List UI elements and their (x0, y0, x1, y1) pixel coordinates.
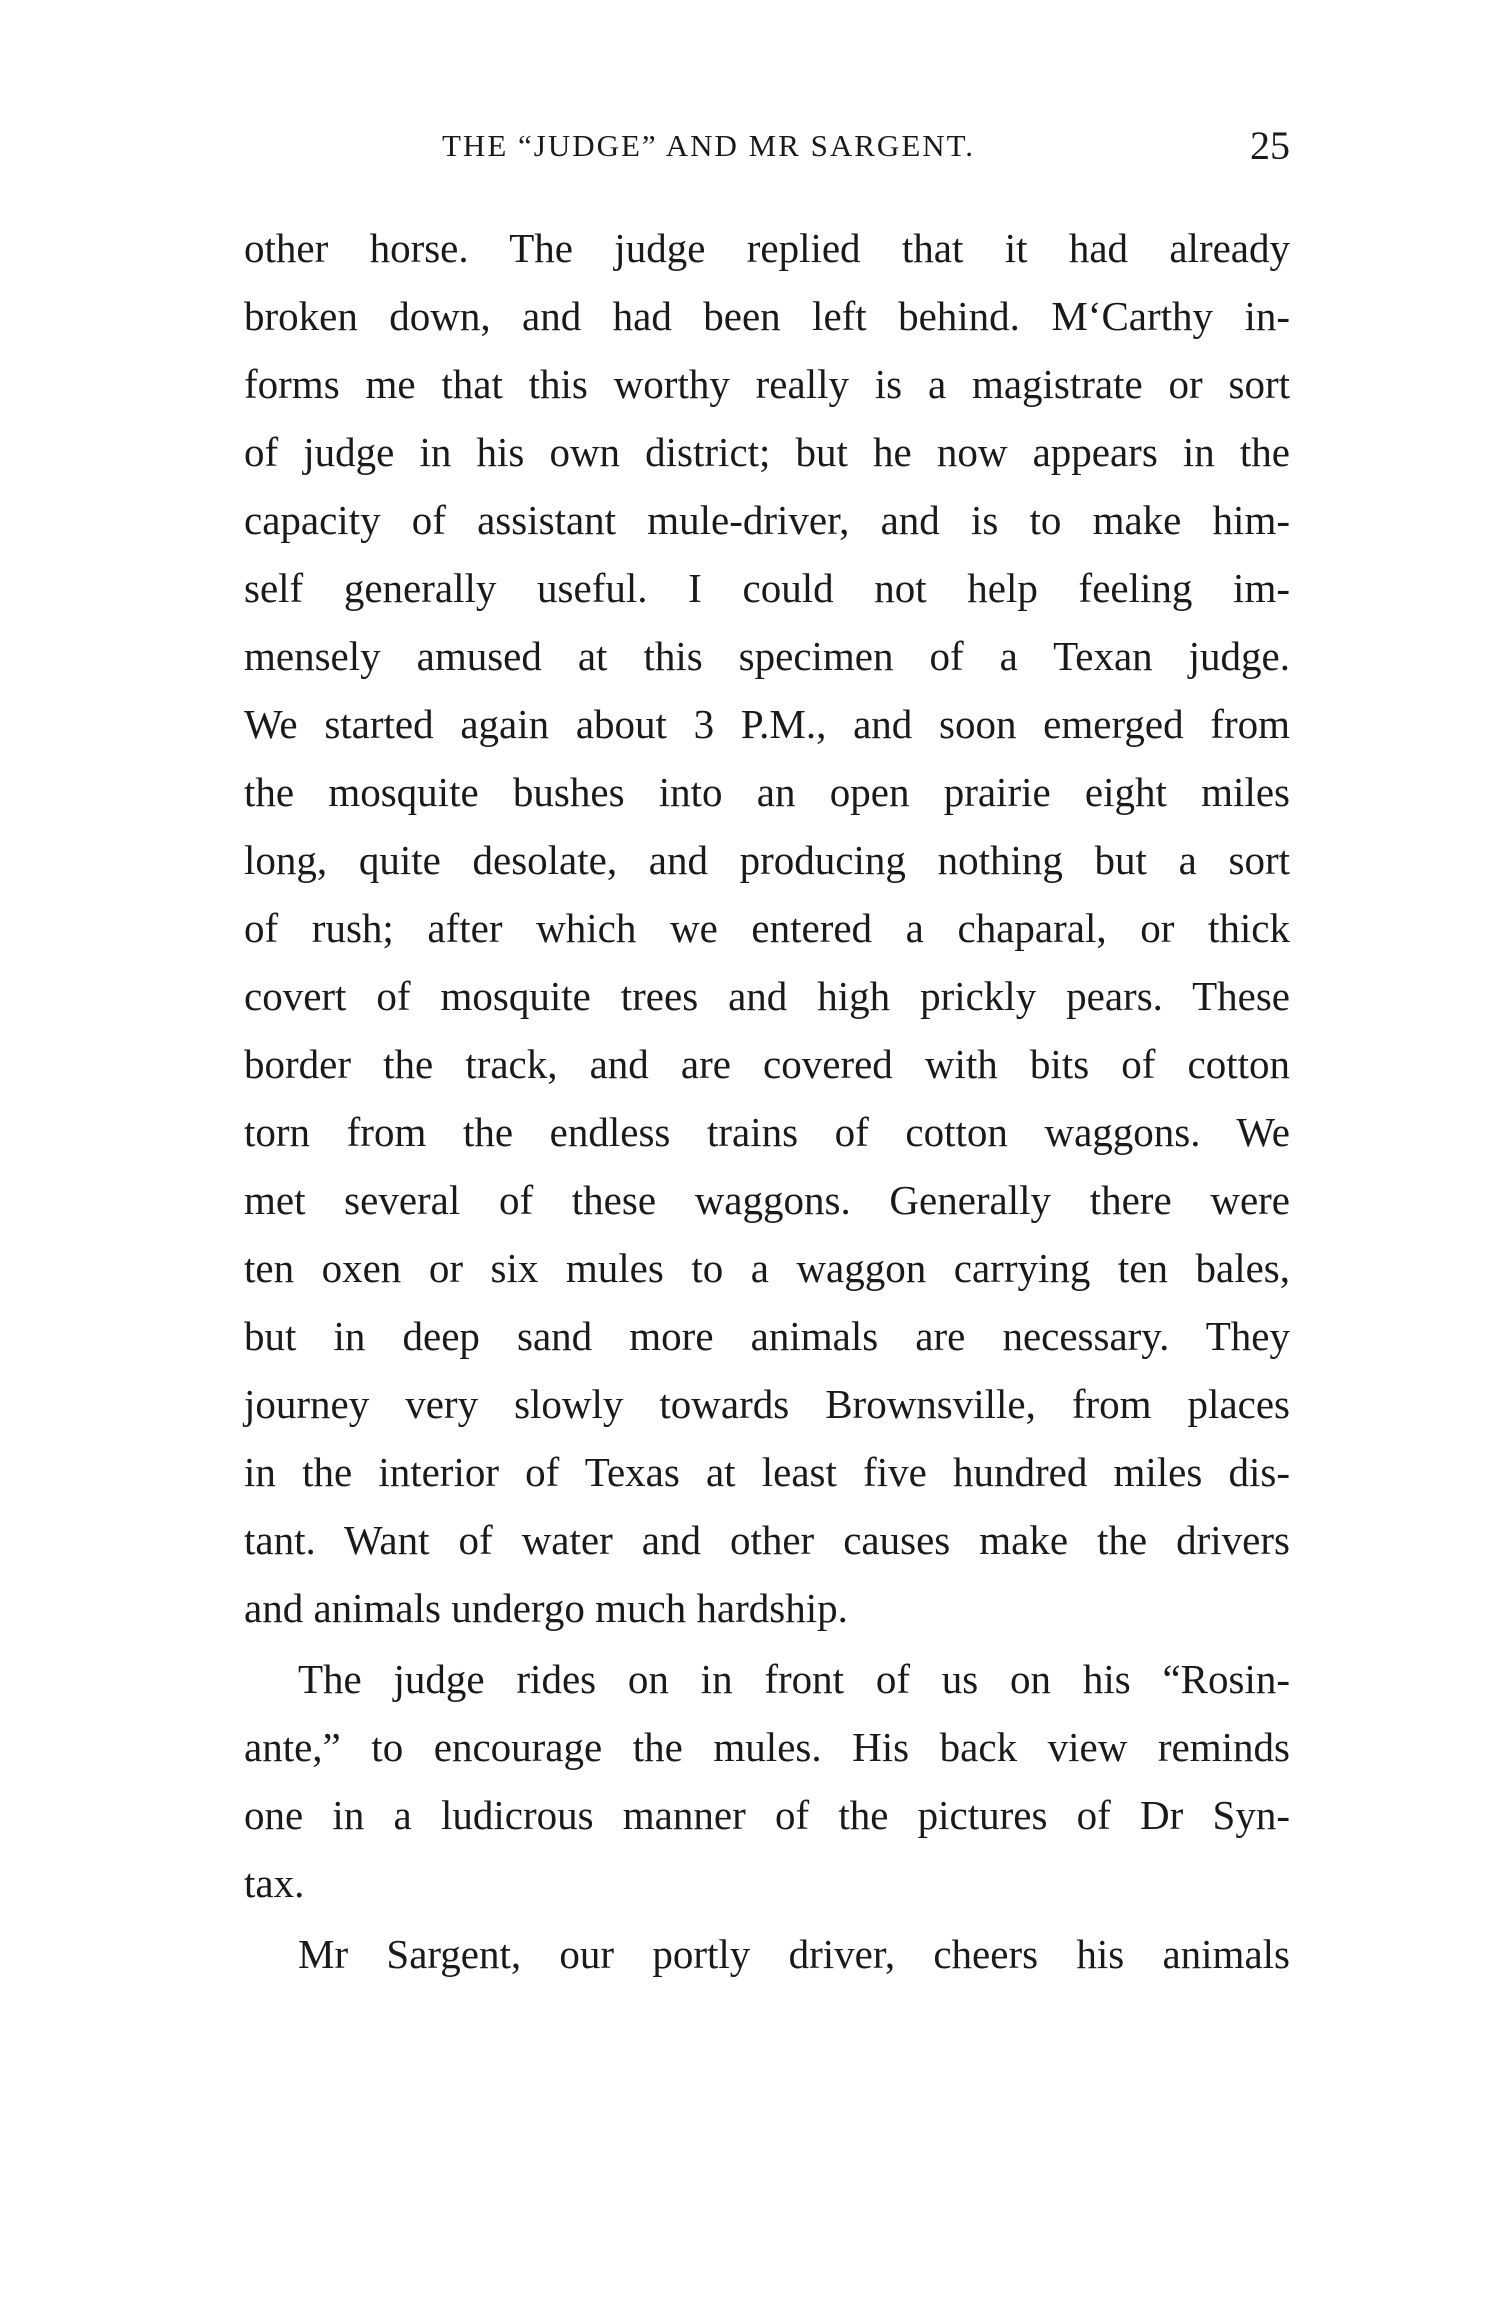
text-line: broken down, and had been left behind. M‘Carthy in- (244, 293, 1290, 339)
text-line: journey very slowly towards Brownsville, from places (244, 1381, 1290, 1427)
running-head (244, 123, 1290, 180)
text-line: met several of these waggons. Generally there were (244, 1177, 1290, 1223)
text-line: torn from the endless trains of cotton waggons. We (244, 1109, 1290, 1155)
page-number: 25 (1250, 123, 1290, 168)
body-text (244, 214, 1290, 1988)
text-line: self generally useful. I could not help feeling im- (244, 565, 1290, 611)
text-line: but in deep sand more animals are necessary. They (244, 1313, 1290, 1359)
text-line: the mosquite bushes into an open prairie eight miles (244, 769, 1290, 815)
text-line: one in a ludicrous manner of the pictures of Dr Syn- (244, 1792, 1290, 1838)
text-line: tax. (244, 1860, 305, 1906)
text-line: mensely amused at this specimen of a Texan judge. (244, 633, 1290, 679)
text-line: capacity of assistant mule-driver, and is to make him- (244, 497, 1290, 543)
text-line: border the track, and are covered with bits of cotton (244, 1041, 1290, 1087)
text-line: ten oxen or six mules to a waggon carrying ten bales, (244, 1245, 1290, 1291)
text-line: Mr Sargent, our portly driver, cheers his animals (298, 1931, 1290, 1977)
text-line: in the interior of Texas at least five hundred miles dis- (244, 1449, 1290, 1495)
text-line: long, quite desolate, and producing nothing but a sort (244, 837, 1290, 883)
text-line: We started again about 3 P.M., and soon emerged from (244, 701, 1290, 747)
text-line: The judge rides on in front of us on his “Rosin- (298, 1656, 1290, 1702)
text-line: forms me that this worthy really is a magistrate or sort (244, 361, 1290, 407)
text-line: and animals undergo much hardship. (244, 1585, 848, 1631)
text-line: covert of mosquite trees and high prickly pears. These (244, 973, 1290, 1019)
text-line: tant. Want of water and other causes make the drivers (244, 1517, 1290, 1563)
text-line: of rush; after which we entered a chaparal, or thick (244, 905, 1290, 951)
text-line: ante,” to encourage the mules. His back view reminds (244, 1724, 1290, 1770)
text-line: other horse. The judge replied that it had already (244, 225, 1290, 271)
text-line: of judge in his own district; but he now appears in the (244, 429, 1290, 475)
running-title: THE “JUDGE” AND MR SARGENT. (442, 128, 976, 163)
